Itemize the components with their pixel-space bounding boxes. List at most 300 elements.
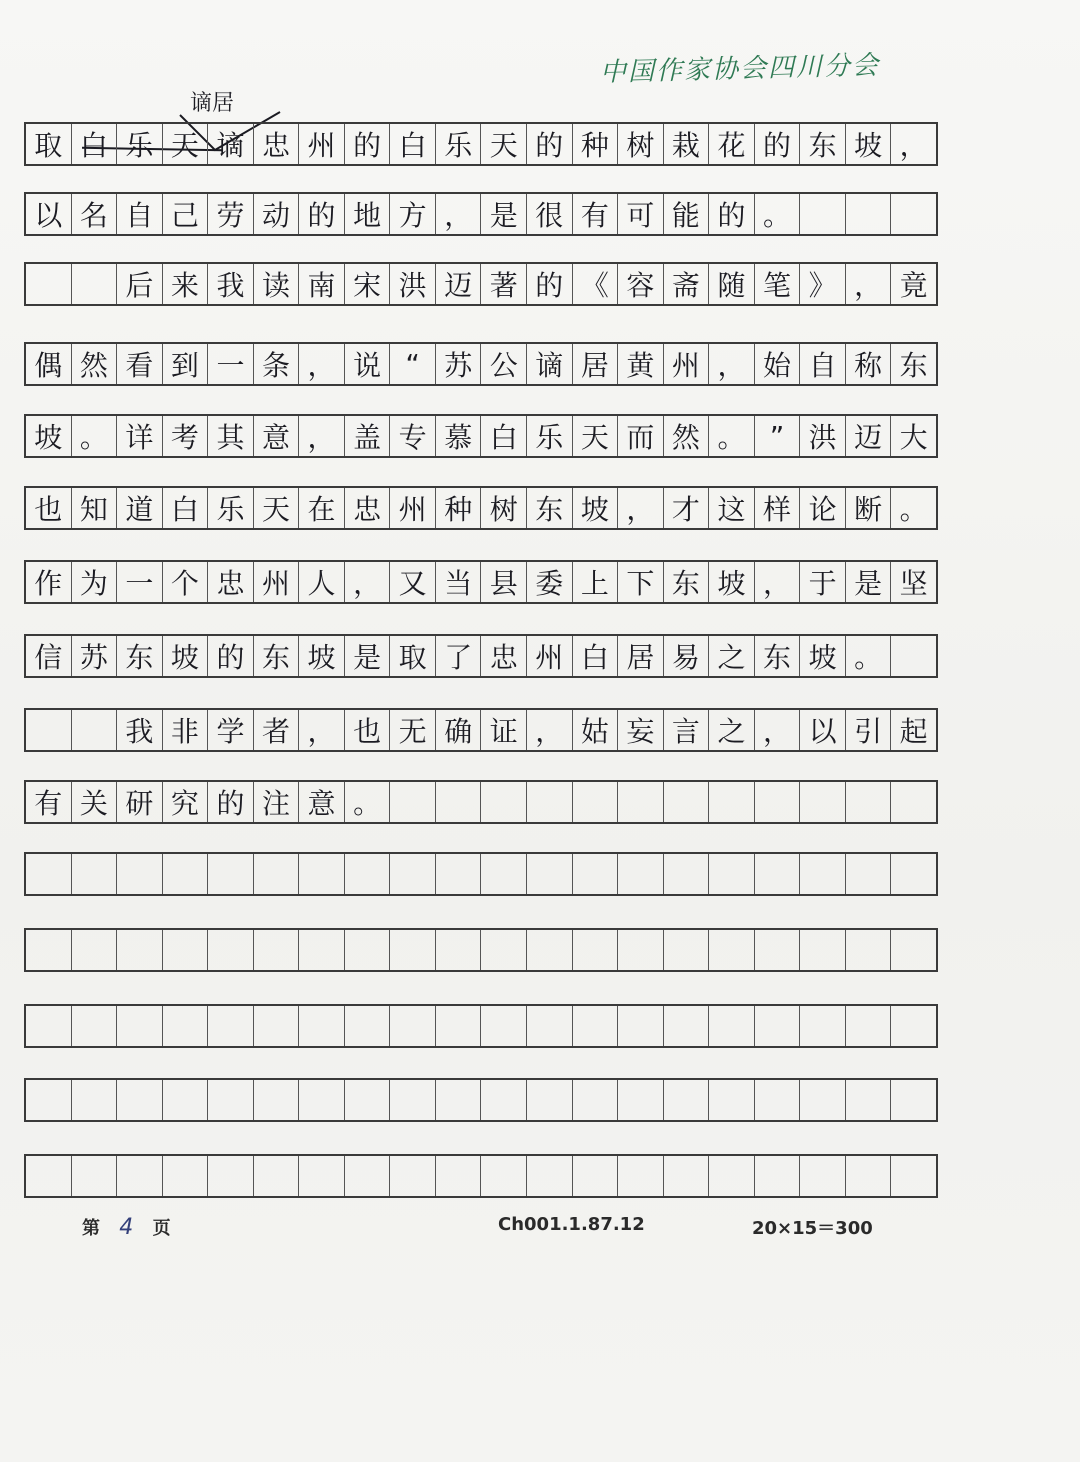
grid-cell — [845, 930, 891, 970]
grid-cell: 乐 — [207, 488, 253, 528]
grid-cell: 到 — [162, 344, 208, 384]
grid-cell: 动 — [253, 194, 299, 234]
grid-cell: 上 — [572, 562, 618, 602]
grid-cell: 坡 — [845, 124, 891, 164]
grid-cell — [344, 1006, 390, 1046]
grid-cell — [572, 854, 618, 894]
grid-cell — [845, 1006, 891, 1046]
grid-cell — [572, 1156, 618, 1196]
grid-cell — [162, 1156, 208, 1196]
grid-cell: 的 — [207, 782, 253, 822]
grid-cell: 是 — [344, 636, 390, 676]
grid-cell: 样 — [754, 488, 800, 528]
grid-cell: 乐 — [526, 416, 572, 456]
grid-cell: 下 — [617, 562, 663, 602]
grid-cell: 东 — [253, 636, 299, 676]
grid-cell: 言 — [663, 710, 709, 750]
grid-cell — [298, 1006, 344, 1046]
grid-cell — [845, 1080, 891, 1120]
grid-cell: 州 — [663, 344, 709, 384]
grid-cell: 大 — [890, 416, 936, 456]
grid-cell — [617, 1006, 663, 1046]
grid-cell — [572, 1080, 618, 1120]
grid-cell: 黄 — [617, 344, 663, 384]
grid-cell — [754, 1006, 800, 1046]
grid-cell: ， — [298, 344, 344, 384]
grid-cell: 县 — [480, 562, 526, 602]
grid-cell: ， — [344, 562, 390, 602]
grid-cell — [344, 1080, 390, 1120]
grid-cell: 方 — [389, 194, 435, 234]
grid-cell: 谪 — [207, 124, 253, 164]
grid-cell — [799, 1156, 845, 1196]
grid-cell: 白 — [389, 124, 435, 164]
grid-cell — [617, 1080, 663, 1120]
grid-cell: 在 — [298, 488, 344, 528]
grid-cell: 我 — [207, 264, 253, 304]
grid-cell: ， — [298, 710, 344, 750]
grid-cell — [845, 1156, 891, 1196]
grid-cell — [799, 1080, 845, 1120]
grid-cell — [344, 930, 390, 970]
grid-cell: 看 — [116, 344, 162, 384]
grid-cell: ， — [890, 124, 936, 164]
grid-cell: 意 — [298, 782, 344, 822]
grid-cell: 乐 — [116, 124, 162, 164]
grid-cell: 才 — [663, 488, 709, 528]
grid-cell — [890, 782, 936, 822]
grid-cell: 人 — [298, 562, 344, 602]
grid-cell — [116, 854, 162, 894]
grid-cell: 者 — [253, 710, 299, 750]
grid-cell: 为 — [71, 562, 117, 602]
grid-cell — [298, 1080, 344, 1120]
grid-cell: 地 — [344, 194, 390, 234]
grid-cell: 忠 — [207, 562, 253, 602]
grid-cell: 苏 — [435, 344, 481, 384]
grid-cell — [890, 930, 936, 970]
grid-cell — [526, 1156, 572, 1196]
grid-cell: 公 — [480, 344, 526, 384]
grid-cell — [162, 854, 208, 894]
grid-cell: 详 — [116, 416, 162, 456]
grid-cell — [389, 782, 435, 822]
grid-cell: 种 — [572, 124, 618, 164]
grid-row — [24, 560, 938, 604]
grid-row — [24, 414, 938, 458]
grid-cell: 是 — [845, 562, 891, 602]
grid-cell — [71, 1080, 117, 1120]
grid-cell: 白 — [572, 636, 618, 676]
form-code: Ch001.1.87.12 — [498, 1214, 645, 1235]
grid-cell — [298, 854, 344, 894]
grid-cell: 很 — [526, 194, 572, 234]
grid-cell: 东 — [754, 636, 800, 676]
grid-cell: 一 — [207, 344, 253, 384]
grid-cell — [344, 1156, 390, 1196]
grid-cell — [572, 782, 618, 822]
grid-cell: ， — [845, 264, 891, 304]
grid-cell: 的 — [526, 264, 572, 304]
grid-cell: 读 — [253, 264, 299, 304]
grid-cell: 能 — [663, 194, 709, 234]
grid-cell — [26, 854, 71, 894]
grid-cell: 天 — [480, 124, 526, 164]
grid-cell: 条 — [253, 344, 299, 384]
grid-cell: 又 — [389, 562, 435, 602]
grid-cell: 。 — [845, 636, 891, 676]
grid-row — [24, 1004, 938, 1048]
grid-cell: 。 — [71, 416, 117, 456]
grid-cell — [389, 1080, 435, 1120]
page-prefix: 第 — [82, 1218, 100, 1239]
grid-cell — [389, 854, 435, 894]
grid-cell: 学 — [207, 710, 253, 750]
grid-cell — [435, 930, 481, 970]
grid-cell: 的 — [298, 194, 344, 234]
grid-cell — [617, 854, 663, 894]
grid-cell: 了 — [435, 636, 481, 676]
grid-cell — [26, 930, 71, 970]
margin-annotation: 谪居 — [190, 91, 235, 116]
grid-cell — [71, 710, 117, 750]
grid-row — [24, 122, 938, 166]
grid-cell — [754, 930, 800, 970]
grid-cell: “ — [389, 344, 435, 384]
grid-cell: 斋 — [663, 264, 709, 304]
grid-row — [24, 928, 938, 972]
grid-cell — [162, 930, 208, 970]
grid-cell: 坡 — [298, 636, 344, 676]
grid-cell — [298, 930, 344, 970]
grid-cell — [26, 710, 71, 750]
grid-cell — [71, 264, 117, 304]
grid-cell — [754, 1080, 800, 1120]
grid-cell — [708, 1080, 754, 1120]
grid-cell — [799, 854, 845, 894]
grid-cell: 而 — [617, 416, 663, 456]
grid-cell: 偶 — [34, 349, 63, 382]
grid-cell — [572, 930, 618, 970]
grid-cell: 竟 — [890, 264, 936, 304]
grid-cell — [480, 782, 526, 822]
grid-cell — [116, 1006, 162, 1046]
grid-cell: 易 — [663, 636, 709, 676]
grid-cell — [116, 1080, 162, 1120]
grid-cell: 居 — [617, 636, 663, 676]
grid-cell: 东 — [663, 562, 709, 602]
grid-cell: 东 — [890, 344, 936, 384]
grid-cell: 的 — [708, 194, 754, 234]
grid-cell — [890, 1080, 936, 1120]
grid-cell — [708, 1156, 754, 1196]
grid-cell — [890, 854, 936, 894]
grid-cell: ， — [298, 416, 344, 456]
grid-cell: 当 — [435, 562, 481, 602]
grid-cell — [617, 1156, 663, 1196]
grid-cell: 委 — [526, 562, 572, 602]
grid-cell: 说 — [344, 344, 390, 384]
grid-cell: 研 — [116, 782, 162, 822]
grid-cell — [253, 1156, 299, 1196]
grid-cell: 这 — [708, 488, 754, 528]
grid-cell: 以 — [799, 710, 845, 750]
grid-cell: 的 — [344, 124, 390, 164]
grid-cell — [207, 854, 253, 894]
grid-cell: 自 — [799, 344, 845, 384]
grid-cell: 《 — [572, 264, 618, 304]
grid-cell: 随 — [708, 264, 754, 304]
grid-cell: 迈 — [435, 264, 481, 304]
grid-cell: 以 — [34, 199, 63, 232]
letterhead-stamp: 中国作家协会四川分会 — [599, 50, 881, 88]
grid-cell: 来 — [162, 264, 208, 304]
grid-cell: 然 — [663, 416, 709, 456]
grid-cell: 州 — [253, 562, 299, 602]
grid-cell — [435, 782, 481, 822]
grid-cell — [799, 1006, 845, 1046]
grid-cell — [572, 1006, 618, 1046]
grid-cell: 州 — [389, 488, 435, 528]
grid-cell — [298, 1156, 344, 1196]
grid-cell — [253, 1080, 299, 1120]
grid-cell: 坚 — [890, 562, 936, 602]
grid-cell — [617, 930, 663, 970]
grid-cell: 取 — [34, 129, 63, 162]
grid-cell: 天 — [572, 416, 618, 456]
grid-cell — [435, 1156, 481, 1196]
grid-cell: 白 — [71, 124, 117, 164]
grid-cell — [526, 854, 572, 894]
grid-row — [24, 342, 938, 386]
grid-cell: 谪 — [526, 344, 572, 384]
grid-cell — [526, 1006, 572, 1046]
grid-cell — [435, 1080, 481, 1120]
grid-row — [24, 1078, 938, 1122]
page-number: 4 — [119, 1215, 134, 1240]
grid-cell: 》 — [799, 264, 845, 304]
grid-cell: 注 — [253, 782, 299, 822]
grid-cell — [116, 1156, 162, 1196]
grid-cell: 名 — [71, 194, 117, 234]
grid-cell — [663, 1080, 709, 1120]
grid-cell: 也 — [344, 710, 390, 750]
grid-cell: 苏 — [71, 636, 117, 676]
grid-cell: 取 — [389, 636, 435, 676]
grid-spec: 20×15＝300 — [752, 1218, 873, 1239]
grid-cell: 关 — [71, 782, 117, 822]
grid-cell — [26, 1080, 71, 1120]
grid-cell — [207, 1156, 253, 1196]
grid-cell: 坡 — [162, 636, 208, 676]
grid-cell: 忠 — [480, 636, 526, 676]
grid-cell — [663, 1006, 709, 1046]
grid-cell: 乐 — [435, 124, 481, 164]
grid-cell: 树 — [617, 124, 663, 164]
grid-cell — [890, 1006, 936, 1046]
grid-cell: 之 — [708, 636, 754, 676]
grid-cell: 盖 — [344, 416, 390, 456]
grid-cell: 洪 — [389, 264, 435, 304]
grid-cell — [663, 782, 709, 822]
grid-cell — [754, 782, 800, 822]
grid-cell — [26, 264, 71, 304]
grid-cell: 可 — [617, 194, 663, 234]
grid-cell — [71, 1006, 117, 1046]
grid-cell — [799, 194, 845, 234]
grid-cell: 是 — [480, 194, 526, 234]
grid-cell — [207, 1006, 253, 1046]
grid-cell: 专 — [389, 416, 435, 456]
grid-cell: ， — [708, 344, 754, 384]
grid-cell: 。 — [890, 488, 936, 528]
grid-cell: 坡 — [34, 421, 63, 454]
grid-cell — [480, 1156, 526, 1196]
grid-cell: 的 — [207, 636, 253, 676]
grid-cell: 有 — [34, 787, 63, 820]
grid-row — [24, 708, 938, 752]
grid-cell: 忠 — [253, 124, 299, 164]
grid-cell: 考 — [162, 416, 208, 456]
grid-cell — [754, 854, 800, 894]
grid-cell: ， — [754, 710, 800, 750]
grid-cell: 坡 — [799, 636, 845, 676]
grid-cell — [207, 1080, 253, 1120]
grid-cell: 树 — [480, 488, 526, 528]
grid-cell: 劳 — [207, 194, 253, 234]
grid-cell — [435, 1006, 481, 1046]
grid-cell — [799, 930, 845, 970]
grid-cell: 知 — [71, 488, 117, 528]
grid-row — [24, 780, 938, 824]
grid-cell: 信 — [34, 641, 63, 674]
grid-cell: 之 — [708, 710, 754, 750]
grid-row — [24, 192, 938, 236]
grid-row — [24, 486, 938, 530]
grid-cell: 坡 — [708, 562, 754, 602]
grid-cell: 己 — [162, 194, 208, 234]
grid-cell — [754, 1156, 800, 1196]
page-label — [82, 1214, 171, 1244]
grid-cell — [253, 854, 299, 894]
grid-cell — [890, 1156, 936, 1196]
grid-cell: 栽 — [663, 124, 709, 164]
grid-cell — [663, 1156, 709, 1196]
grid-cell: ， — [435, 194, 481, 234]
grid-cell — [71, 854, 117, 894]
grid-cell: 天 — [253, 488, 299, 528]
grid-cell: 种 — [435, 488, 481, 528]
grid-cell — [207, 930, 253, 970]
grid-cell: 洪 — [799, 416, 845, 456]
grid-cell: 有 — [572, 194, 618, 234]
grid-cell — [480, 854, 526, 894]
grid-cell: 起 — [890, 710, 936, 750]
grid-cell: 道 — [116, 488, 162, 528]
grid-cell — [26, 1156, 71, 1196]
grid-cell — [253, 930, 299, 970]
grid-cell: 究 — [162, 782, 208, 822]
grid-cell — [389, 930, 435, 970]
grid-cell: 意 — [253, 416, 299, 456]
grid-cell: 始 — [754, 344, 800, 384]
grid-cell: 的 — [526, 124, 572, 164]
grid-cell: 花 — [708, 124, 754, 164]
grid-cell: 论 — [799, 488, 845, 528]
grid-cell — [799, 782, 845, 822]
grid-cell: 一 — [116, 562, 162, 602]
grid-cell: 慕 — [435, 416, 481, 456]
grid-cell: ， — [617, 488, 663, 528]
grid-cell: 后 — [116, 264, 162, 304]
grid-cell: 白 — [162, 488, 208, 528]
grid-cell: 州 — [298, 124, 344, 164]
grid-cell: 。 — [344, 782, 390, 822]
grid-cell — [845, 194, 891, 234]
grid-row — [24, 852, 938, 896]
grid-cell — [708, 854, 754, 894]
grid-cell: 自 — [116, 194, 162, 234]
grid-cell: 天 — [162, 124, 208, 164]
grid-cell: 坡 — [572, 488, 618, 528]
grid-cell: 白 — [480, 416, 526, 456]
grid-cell: 宋 — [344, 264, 390, 304]
grid-cell: 。 — [708, 416, 754, 456]
grid-cell — [435, 854, 481, 894]
grid-cell: 。 — [754, 194, 800, 234]
grid-cell: 也 — [34, 493, 63, 526]
grid-cell: 东 — [116, 636, 162, 676]
grid-cell — [708, 930, 754, 970]
grid-cell: 州 — [526, 636, 572, 676]
grid-cell: ， — [754, 562, 800, 602]
grid-cell — [480, 1006, 526, 1046]
grid-cell: 无 — [389, 710, 435, 750]
grid-cell: 的 — [754, 124, 800, 164]
grid-cell: 东 — [799, 124, 845, 164]
grid-cell: 居 — [572, 344, 618, 384]
grid-cell: 笔 — [754, 264, 800, 304]
grid-cell: 断 — [845, 488, 891, 528]
grid-cell: ” — [754, 416, 800, 456]
grid-cell: 称 — [845, 344, 891, 384]
grid-cell: 妄 — [617, 710, 663, 750]
grid-cell: 迈 — [845, 416, 891, 456]
grid-cell: 作 — [34, 567, 63, 600]
grid-cell — [617, 782, 663, 822]
grid-cell — [663, 930, 709, 970]
grid-cell: 忠 — [344, 488, 390, 528]
grid-cell: 非 — [162, 710, 208, 750]
grid-cell: 著 — [480, 264, 526, 304]
grid-cell — [162, 1080, 208, 1120]
grid-cell — [526, 782, 572, 822]
page-suffix: 页 — [152, 1218, 171, 1239]
grid-row — [24, 1154, 938, 1198]
grid-cell — [162, 1006, 208, 1046]
grid-cell — [389, 1156, 435, 1196]
grid-cell — [890, 636, 936, 676]
grid-cell: 确 — [435, 710, 481, 750]
grid-cell — [526, 1080, 572, 1120]
grid-cell — [890, 194, 936, 234]
grid-cell: 引 — [845, 710, 891, 750]
grid-cell: ， — [526, 710, 572, 750]
grid-cell — [253, 1006, 299, 1046]
grid-cell: 个 — [162, 562, 208, 602]
grid-row — [24, 262, 938, 306]
grid-cell: 容 — [617, 264, 663, 304]
